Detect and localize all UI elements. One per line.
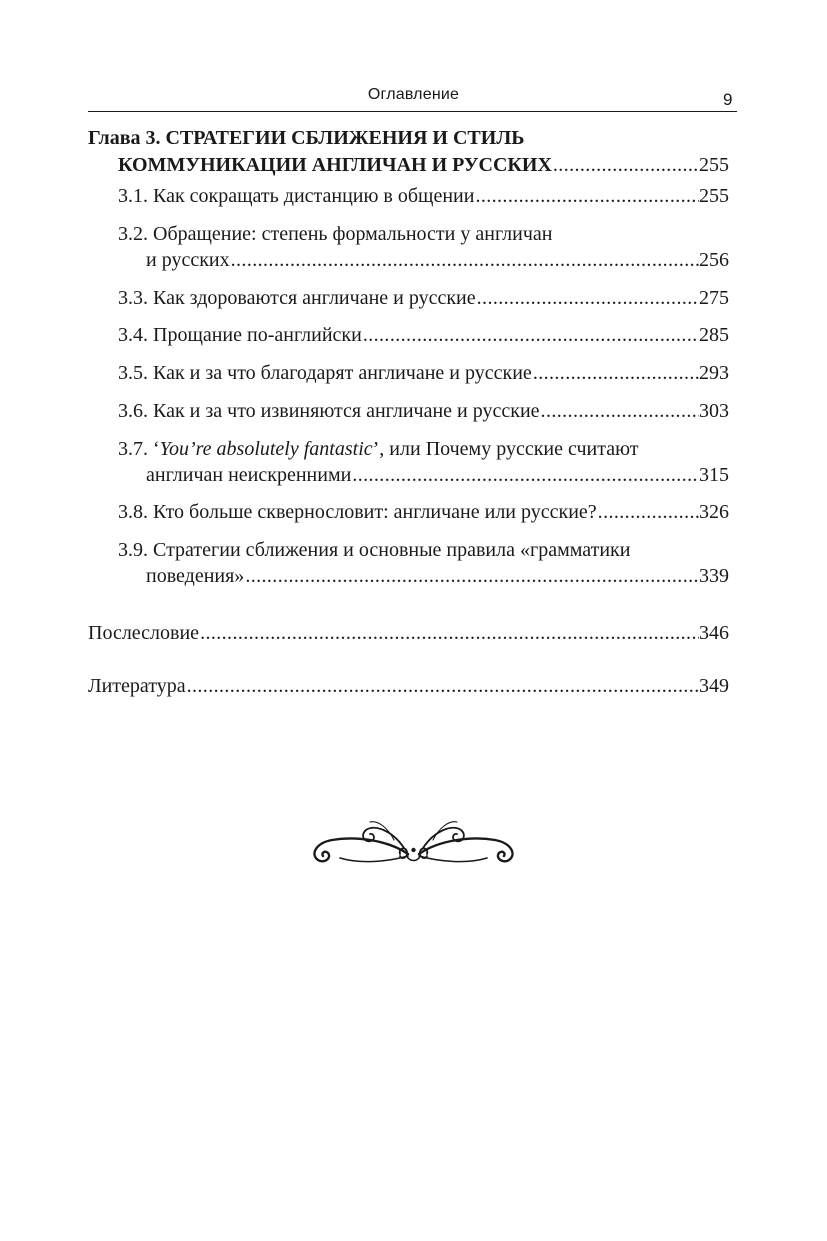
page-ref: 256 [699, 249, 729, 271]
entry-prefix: 3.7. ‘ [118, 438, 160, 460]
entry-title: 3.5. Как и за что благодарят англичане и русские [118, 362, 532, 384]
toc-entry-3-5[interactable] [118, 361, 729, 385]
toc-entry-3-9[interactable] [146, 564, 729, 588]
toc-entry-3-7-line1 [118, 437, 639, 461]
page-ref: 275 [699, 287, 729, 309]
entry-title: 3.6. Как и за что извиняются англичане и русские [118, 400, 540, 422]
page-ref: 346 [699, 622, 729, 644]
toc-entry-3-6[interactable] [118, 399, 729, 423]
leader-dots [199, 621, 699, 645]
page-ref: 255 [699, 185, 729, 207]
leader-dots [244, 564, 699, 588]
leader-dots [476, 286, 699, 310]
page-ref: 303 [699, 400, 729, 422]
chapter-3-title-line2: КОММУНИКАЦИИ АНГЛИЧАН И РУССКИХ [118, 154, 552, 176]
page-ref: 315 [699, 464, 729, 486]
page-ref: 255 [699, 154, 729, 176]
toc-entry-afterword[interactable] [88, 621, 729, 645]
entry-title: Послесловие [88, 622, 200, 644]
leader-dots [552, 153, 699, 177]
toc-entry-3-9-line1: 3.9. Стратегии сближения и основные правила «грамматики [118, 539, 631, 561]
toc-entry-3-2-line1: 3.2. Обращение: степень формальности у англичан [118, 223, 553, 245]
entry-title: 3.4. Прощание по-английски [118, 324, 362, 346]
page-number: 9 [723, 90, 733, 109]
page-ref: 339 [699, 565, 729, 587]
leader-dots [230, 248, 699, 272]
entry-title: 3.8. Кто больше сквернословит: англичане или русские? [118, 501, 597, 523]
entry-title: поведения» [146, 565, 245, 587]
toc-entry-3-3[interactable] [118, 286, 729, 310]
leader-dots [186, 674, 699, 698]
chapter-3-title-line1: Глава 3. СТРАТЕГИИ СБЛИЖЕНИЯ И СТИЛЬ [88, 127, 525, 149]
page-ref: 349 [699, 675, 729, 697]
header-rule [88, 111, 737, 112]
toc-entry-3-2[interactable] [146, 248, 729, 272]
decorative-flourish-icon [308, 810, 519, 874]
leader-dots [474, 184, 699, 208]
entry-title: 3.3. Как здороваются англичане и русские [118, 287, 476, 309]
entry-suffix: ’, или Почему русские считают [372, 438, 639, 460]
entry-italic-quote: You’re absolutely fantastic [159, 438, 373, 460]
running-head-title: Оглавление [367, 86, 460, 103]
leader-dots [351, 463, 699, 487]
page-ref: 293 [699, 362, 729, 384]
page-ref: 285 [699, 324, 729, 346]
toc-entry-literature[interactable] [88, 674, 729, 698]
entry-title: 3.1. Как сокращать дистанцию в общении [118, 185, 475, 207]
leader-dots [362, 323, 699, 347]
leader-dots [540, 399, 699, 423]
toc-entry-chapter-3[interactable] [118, 153, 729, 177]
leader-dots [532, 361, 699, 385]
page-ref: 326 [699, 501, 729, 523]
toc-entry-3-7[interactable] [146, 463, 729, 487]
entry-title: и русских [146, 249, 230, 271]
toc-entry-3-1[interactable] [118, 184, 729, 208]
toc-entry-3-4[interactable] [118, 323, 729, 347]
entry-title: англичан неискренними [146, 464, 352, 486]
entry-title: Литература [88, 675, 186, 697]
toc-entry-3-8[interactable] [118, 500, 729, 524]
leader-dots [597, 500, 699, 524]
